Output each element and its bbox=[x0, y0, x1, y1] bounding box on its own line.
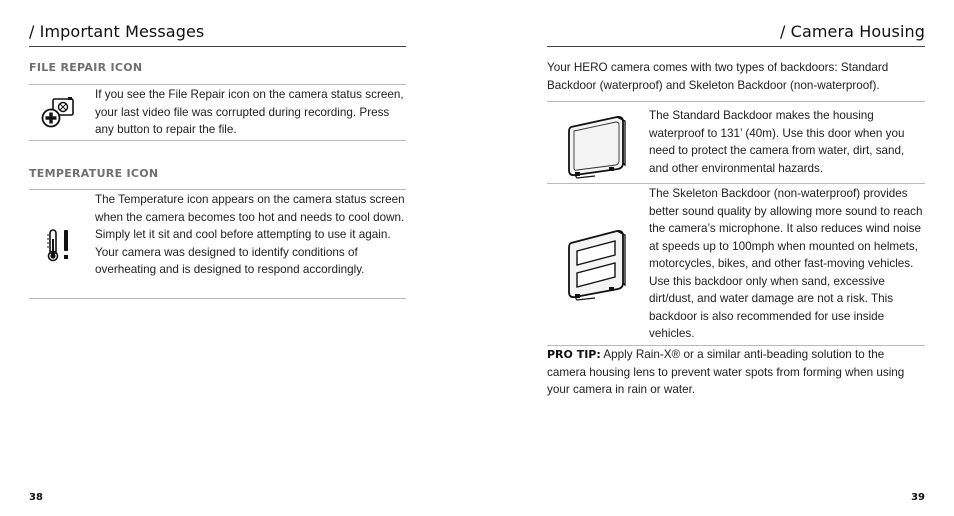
page-number: 38 bbox=[29, 492, 43, 503]
page-title: / Important Messages bbox=[29, 22, 205, 41]
divider bbox=[29, 298, 406, 299]
page-number: 39 bbox=[911, 492, 925, 503]
divider bbox=[29, 140, 406, 141]
divider bbox=[547, 101, 925, 102]
standard-backdoor-row bbox=[547, 103, 925, 183]
pro-tip-label: PRO TIP: bbox=[547, 348, 601, 361]
skeleton-backdoor-image bbox=[547, 223, 647, 303]
pro-tip bbox=[547, 346, 925, 399]
skeleton-backdoor-text: The Skeleton Backdoor (non-waterproof) provides better sound quality by allowing more sound to reach the camera’s microphone. It also reduces wind noise at speeds up to 100mph when mounted on helmets, motorcycles, bikes, and other fast-moving vehicles. Use this backdoor only when sand, excessive dirt/dust, and water damage are not a risk. This backdoor is also recommended for use inside vehicles. bbox=[649, 187, 923, 340]
skeleton-backdoor-row bbox=[547, 185, 925, 345]
left-page bbox=[29, 0, 406, 516]
file-repair-text: If you see the File Repair icon on the camera status screen, your last video file was corrupted during recording. Press any button to repair the file. bbox=[95, 88, 404, 136]
title-divider bbox=[547, 46, 925, 47]
intro-text: Your HERO camera comes with two types of backdoors: Standard Backdoor (waterproof) and Skeleton Backdoor (non-waterproof). bbox=[547, 61, 889, 92]
divider bbox=[29, 84, 406, 85]
temperature-row bbox=[29, 191, 406, 299]
file-repair-row bbox=[29, 86, 406, 140]
divider bbox=[547, 183, 925, 184]
temperature-text: The Temperature icon appears on the camera status screen when the camera becomes too hot and needs to cool down. Simply let it sit and cool before attempting to use it again. Your camera was designed to identify conditions of overheating and is designed to respond accordingly. bbox=[95, 193, 405, 276]
page-title: / Camera Housing bbox=[780, 22, 925, 41]
standard-backdoor-text: The Standard Backdoor makes the housing waterproof to 131’ (40m). Use this door when you need to protect the camera from water, dirt, sand, and other environmental hazards. bbox=[649, 109, 905, 175]
title-divider bbox=[29, 46, 406, 47]
file-repair-heading: FILE REPAIR ICON bbox=[29, 61, 143, 74]
pro-tip-text: Apply Rain-X® or a similar anti-beading solution to the camera housing lens to prevent water spots from forming when using your camera in rain or water. bbox=[547, 348, 905, 396]
standard-backdoor-image bbox=[547, 111, 647, 181]
temperature-warning-icon bbox=[29, 225, 89, 265]
file-repair-icon bbox=[29, 96, 89, 130]
right-page bbox=[547, 0, 925, 516]
divider bbox=[29, 189, 406, 190]
temperature-heading: TEMPERATURE ICON bbox=[29, 167, 159, 180]
